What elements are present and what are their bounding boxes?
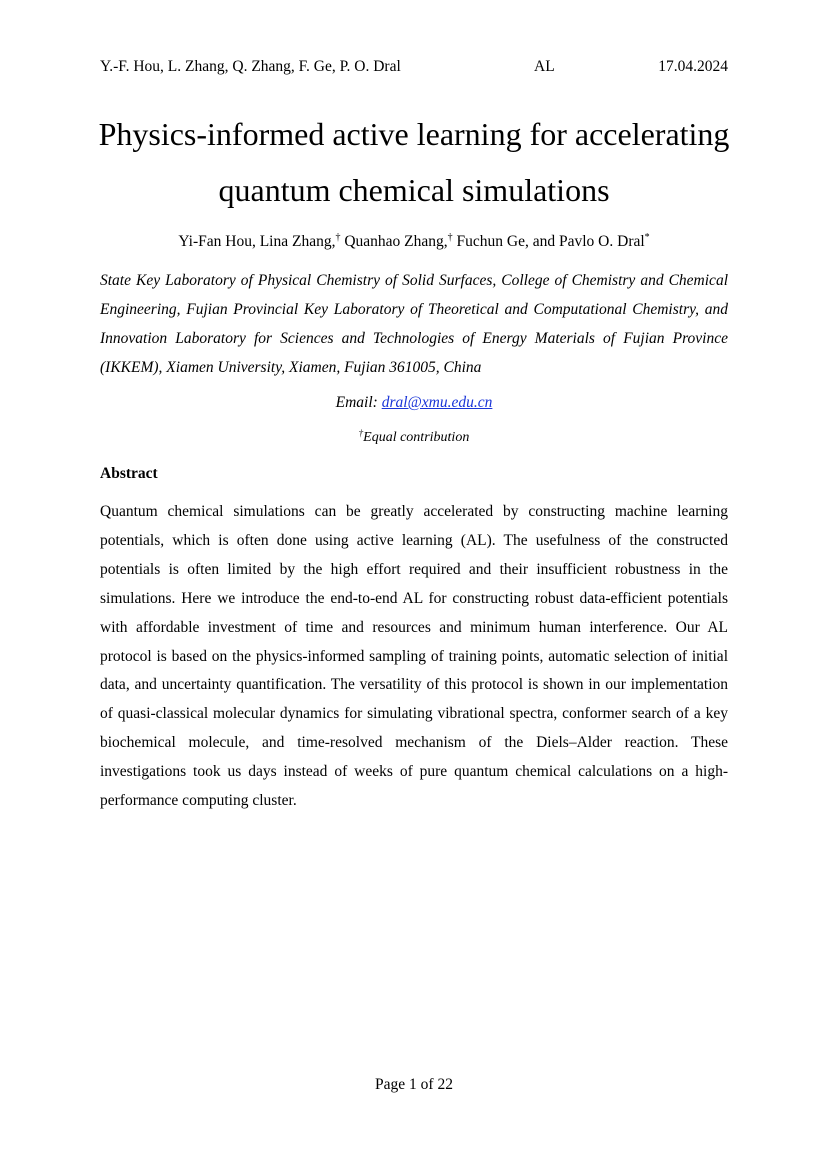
corresponding-author-mark: * xyxy=(644,232,650,243)
header-date: 17.04.2024 xyxy=(658,58,728,75)
header-short-title: AL xyxy=(534,58,555,75)
author-name: Quanhao Zhang, xyxy=(344,233,448,250)
email-link[interactable]: dral@xmu.edu.cn xyxy=(381,394,493,411)
author-list xyxy=(100,232,728,252)
author-name: Lina Zhang, xyxy=(259,233,336,250)
author-name: Yi-Fan Hou xyxy=(178,233,252,250)
equal-contribution-mark: † xyxy=(447,232,453,243)
author-name: Pavlo O. Dral xyxy=(559,233,645,250)
equal-contribution-note xyxy=(100,428,728,448)
affiliation: State Key Laboratory of Physical Chemistry of Solid Surfaces, College of Chemistry and Chemical Engineering, Fujian Provincial Key Laboratory of Theoretical and Computational Chemistry, and Innovation Laboratory for Sciences and Technologies of Energy Materials of Fujian Province (IKKEM), Xiamen University, Xiamen, Fujian 361005, China xyxy=(100,272,728,376)
paper-title: Physics-informed active learning for accelerating quantum chemical simulations xyxy=(98,116,730,208)
author-separator: , and xyxy=(524,233,559,250)
equal-contribution-mark: † xyxy=(335,232,341,243)
running-header xyxy=(100,58,728,80)
author-separator: , xyxy=(251,233,260,250)
contact-email-line xyxy=(100,393,728,413)
author-name: Fuchun Ge xyxy=(456,233,525,250)
equal-contribution-mark: † xyxy=(358,428,364,438)
header-authors: Y.-F. Hou, L. Zhang, Q. Zhang, F. Ge, P. O. Dral xyxy=(100,58,401,75)
page-number: Page 1 of 22 xyxy=(375,1076,453,1093)
abstract-heading: Abstract xyxy=(100,465,158,482)
abstract-body: Quantum chemical simulations can be greatly accelerated by constructing machine learning potentials, which is often done using active learning (AL). The usefulness of the constructed potentials is often limited by the high effort required and their insufficient robustness in the simulations. Here we introduce the end-to-end AL for constructing robust data-efficient potentials with affordable investment of time and resources and minimum human interference. Our AL protocol is based on the physics-informed sampling of training points, automatic selection of initial data, and uncertainty quantification. The versatility of this protocol is shown in our implementation of quasi-classical molecular dynamics for simulating vibrational spectra, conformer search of a key biochemical molecule, and time-resolved mechanism of the Diels–Alder reaction. These investigations took us days instead of weeks of pure quantum chemical calculations on a high-performance computing cluster. xyxy=(100,503,728,810)
equal-contribution-text: Equal contribution xyxy=(363,430,470,445)
email-label: Email: xyxy=(335,394,378,411)
